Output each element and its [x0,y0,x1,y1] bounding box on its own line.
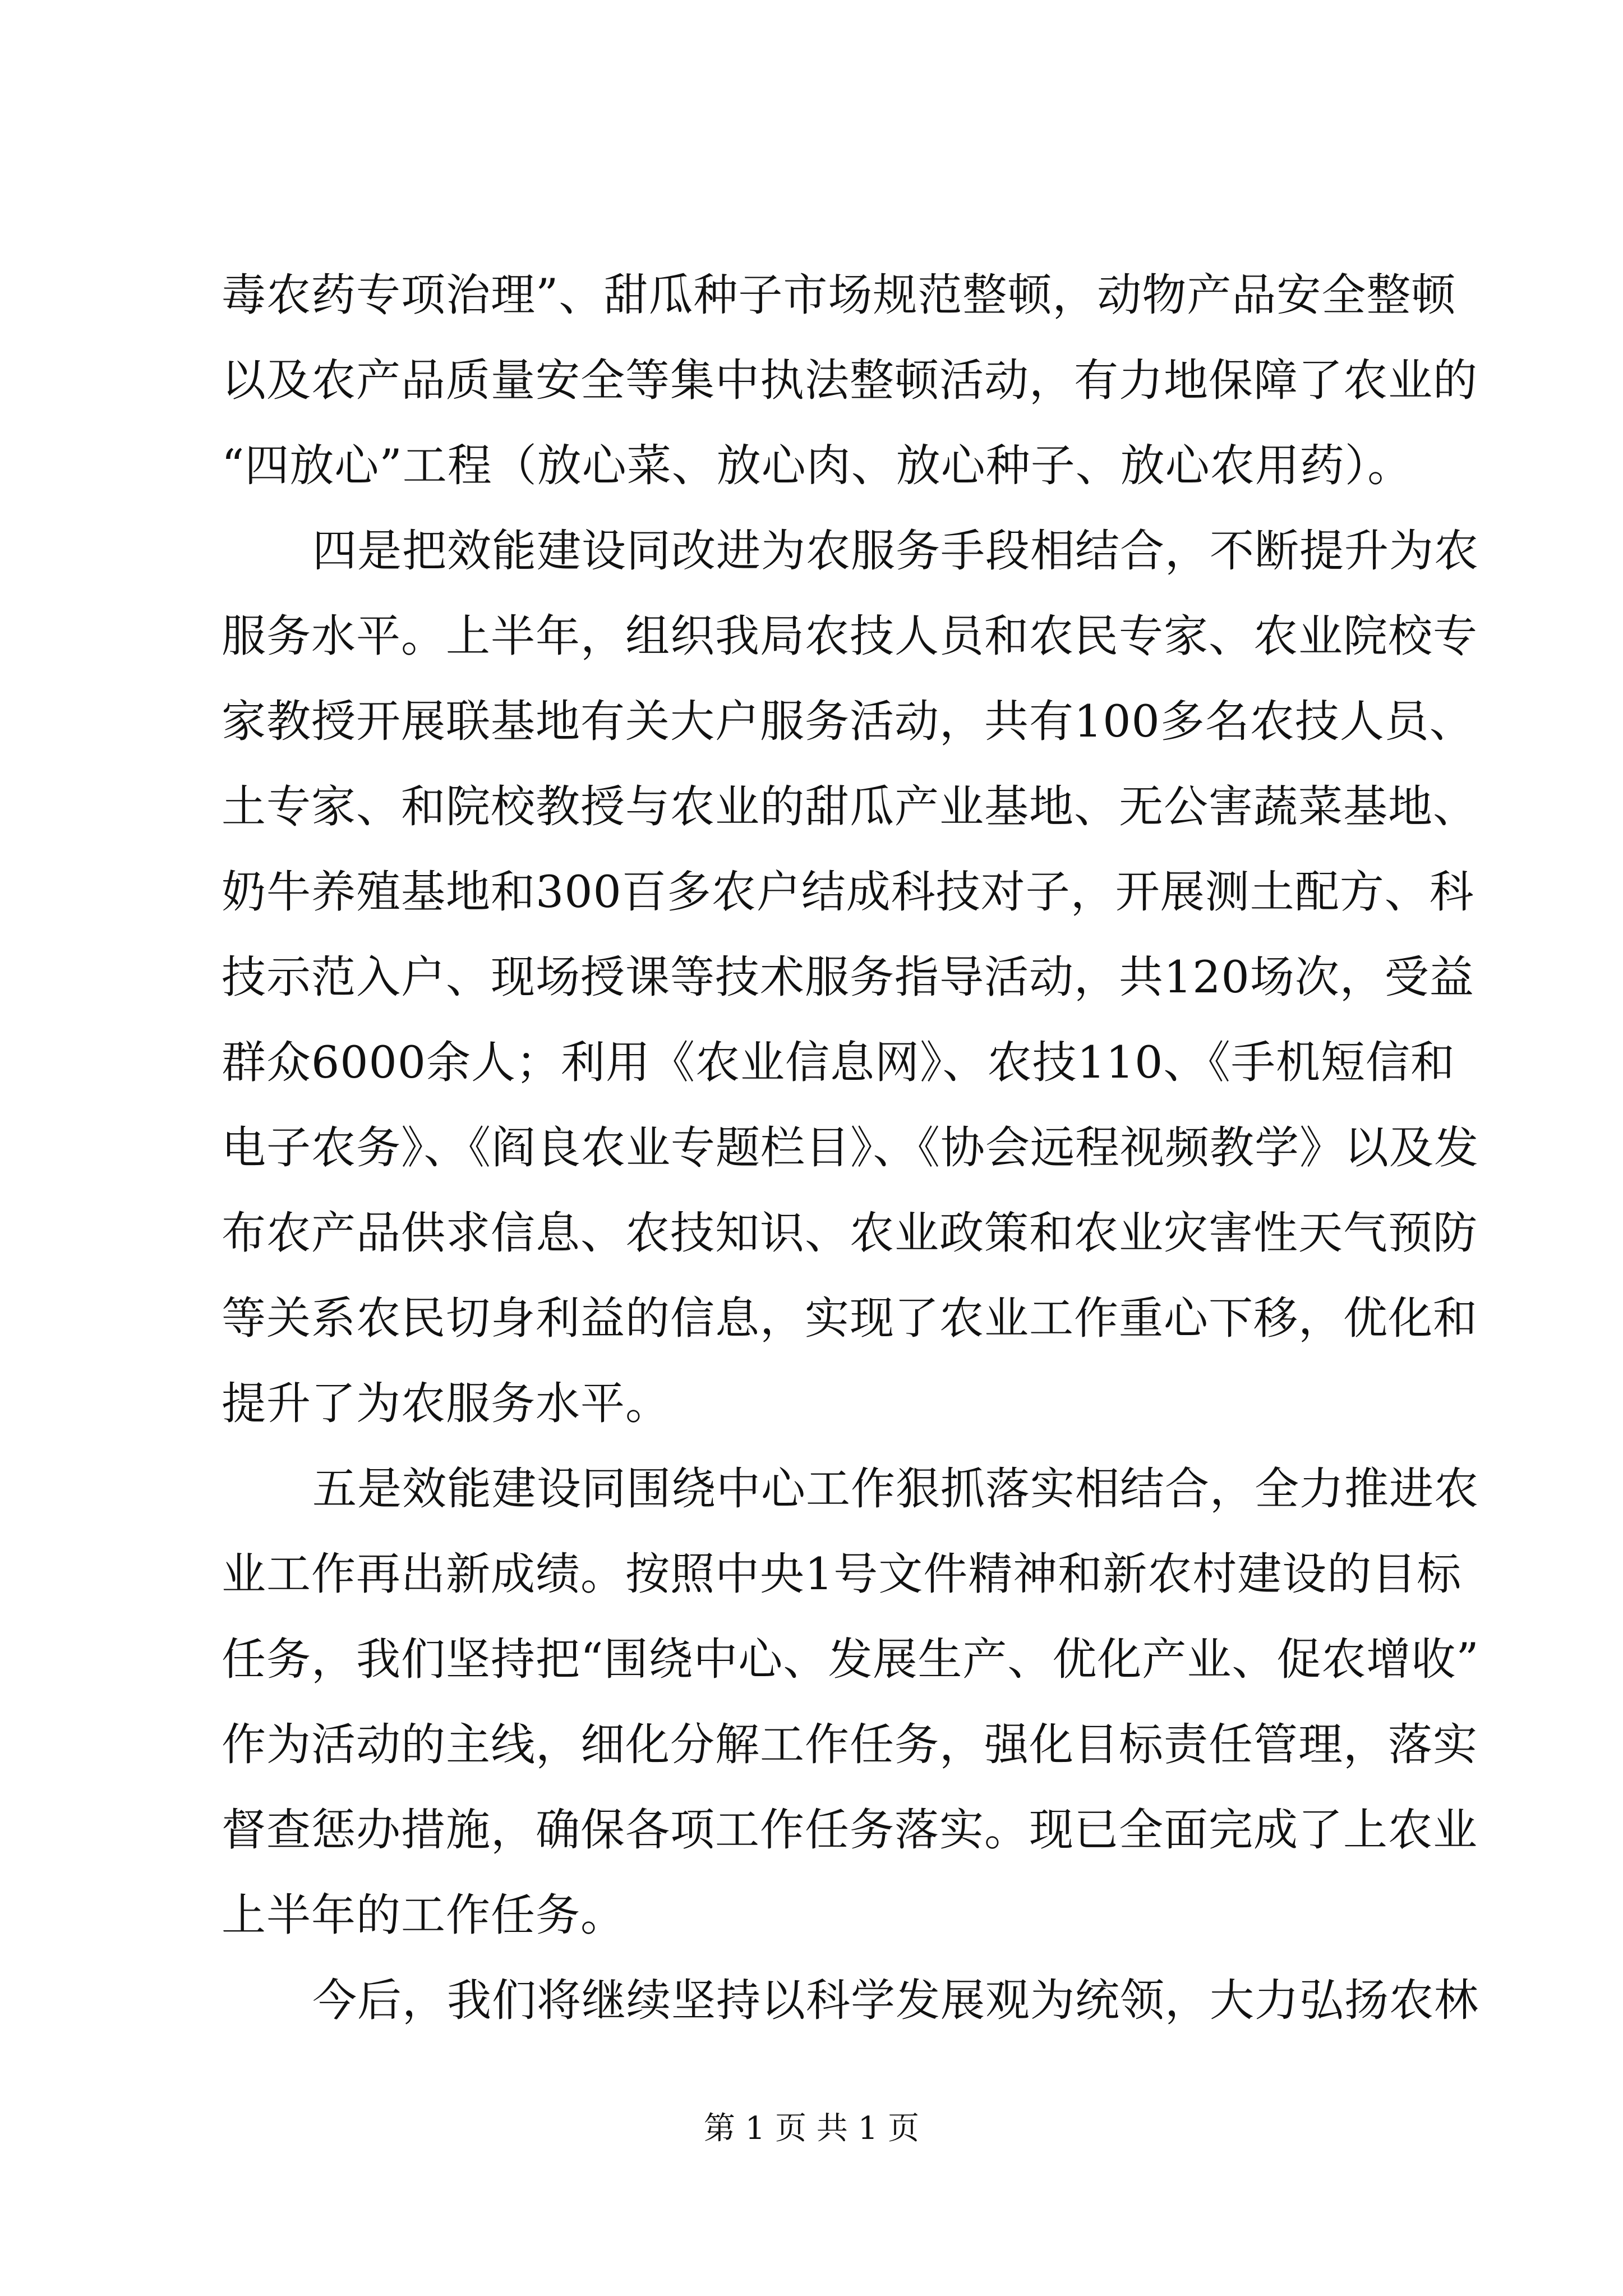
paragraph-4-start: 四是把效能建设同改进为农服务手段相结合，不断提升为农 [312,525,1479,577]
text-line-19: 督查惩办措施，确保各项工作任务落实。现已全面完成了上农业 [222,1804,1478,1856]
paragraph-6-start: 今后，我们将继续坚持以科学发展观为统领，大力弘扬农林 [312,1975,1479,2026]
text-line-16: 业工作再出新成绩。按照中央1号文件精神和新农村建设的目标 [222,1548,1462,1600]
text-line-10: 群众6000余人；利用《农业信息网》、农技110、《手机短信和 [222,1037,1455,1088]
text-line-17: 任务，我们坚持把“围绕中心、发展生产、优化产业、促农增收” [222,1634,1479,1685]
text-line-8: 奶牛养殖基地和300百多农户结成科技对子，开展测土配方、科 [222,866,1474,918]
document-body [222,252,1479,2043]
text-line-12: 布农产品供求信息、农技知识、农业政策和农业灾害性天气预防 [222,1207,1478,1259]
text-line-5: 服务水平。上半年，组织我局农技人员和农民专家、农业院校专 [222,610,1478,662]
paragraph-5-start: 五是效能建设同围绕中心工作狠抓落实相结合，全力推进农 [312,1463,1479,1515]
text-line-2: 以及农产品质量安全等集中执法整顿活动，有力地保障了农业的 [222,355,1478,406]
text-line-6: 家教授开展联基地有关大户服务活动，共有100多名农技人员、 [222,696,1474,747]
text-line-3: “四放心”工程（放心菜、放心肉、放心种子、放心农用药）。 [222,440,1413,491]
text-line-18: 作为活动的主线，细化分解工作任务，强化目标责任管理，落实 [222,1719,1478,1770]
text-line-13: 等关系农民切身利益的信息，实现了农业工作重心下移，优化和 [222,1292,1478,1344]
text-line-7: 土专家、和院校教授与农业的甜瓜产业基地、无公害蔬菜基地、 [222,781,1478,832]
text-line-1: 毒农药专项治理”、甜瓜种子市场规范整顿，动物产品安全整顿 [222,269,1456,321]
text-line-14: 提升了为农服务水平。 [222,1378,670,1429]
page-number-footer: 第 1 页 共 1 页 [703,2110,920,2147]
text-line-9: 技示范入户、现场授课等技术服务指导活动，共120场次，受益 [222,951,1474,1003]
text-line-20: 上半年的工作任务。 [222,1889,625,1941]
text-line-11: 电子农务》、《阎良农业专题栏目》、《协会远程视频教学》以及发 [222,1122,1479,1174]
